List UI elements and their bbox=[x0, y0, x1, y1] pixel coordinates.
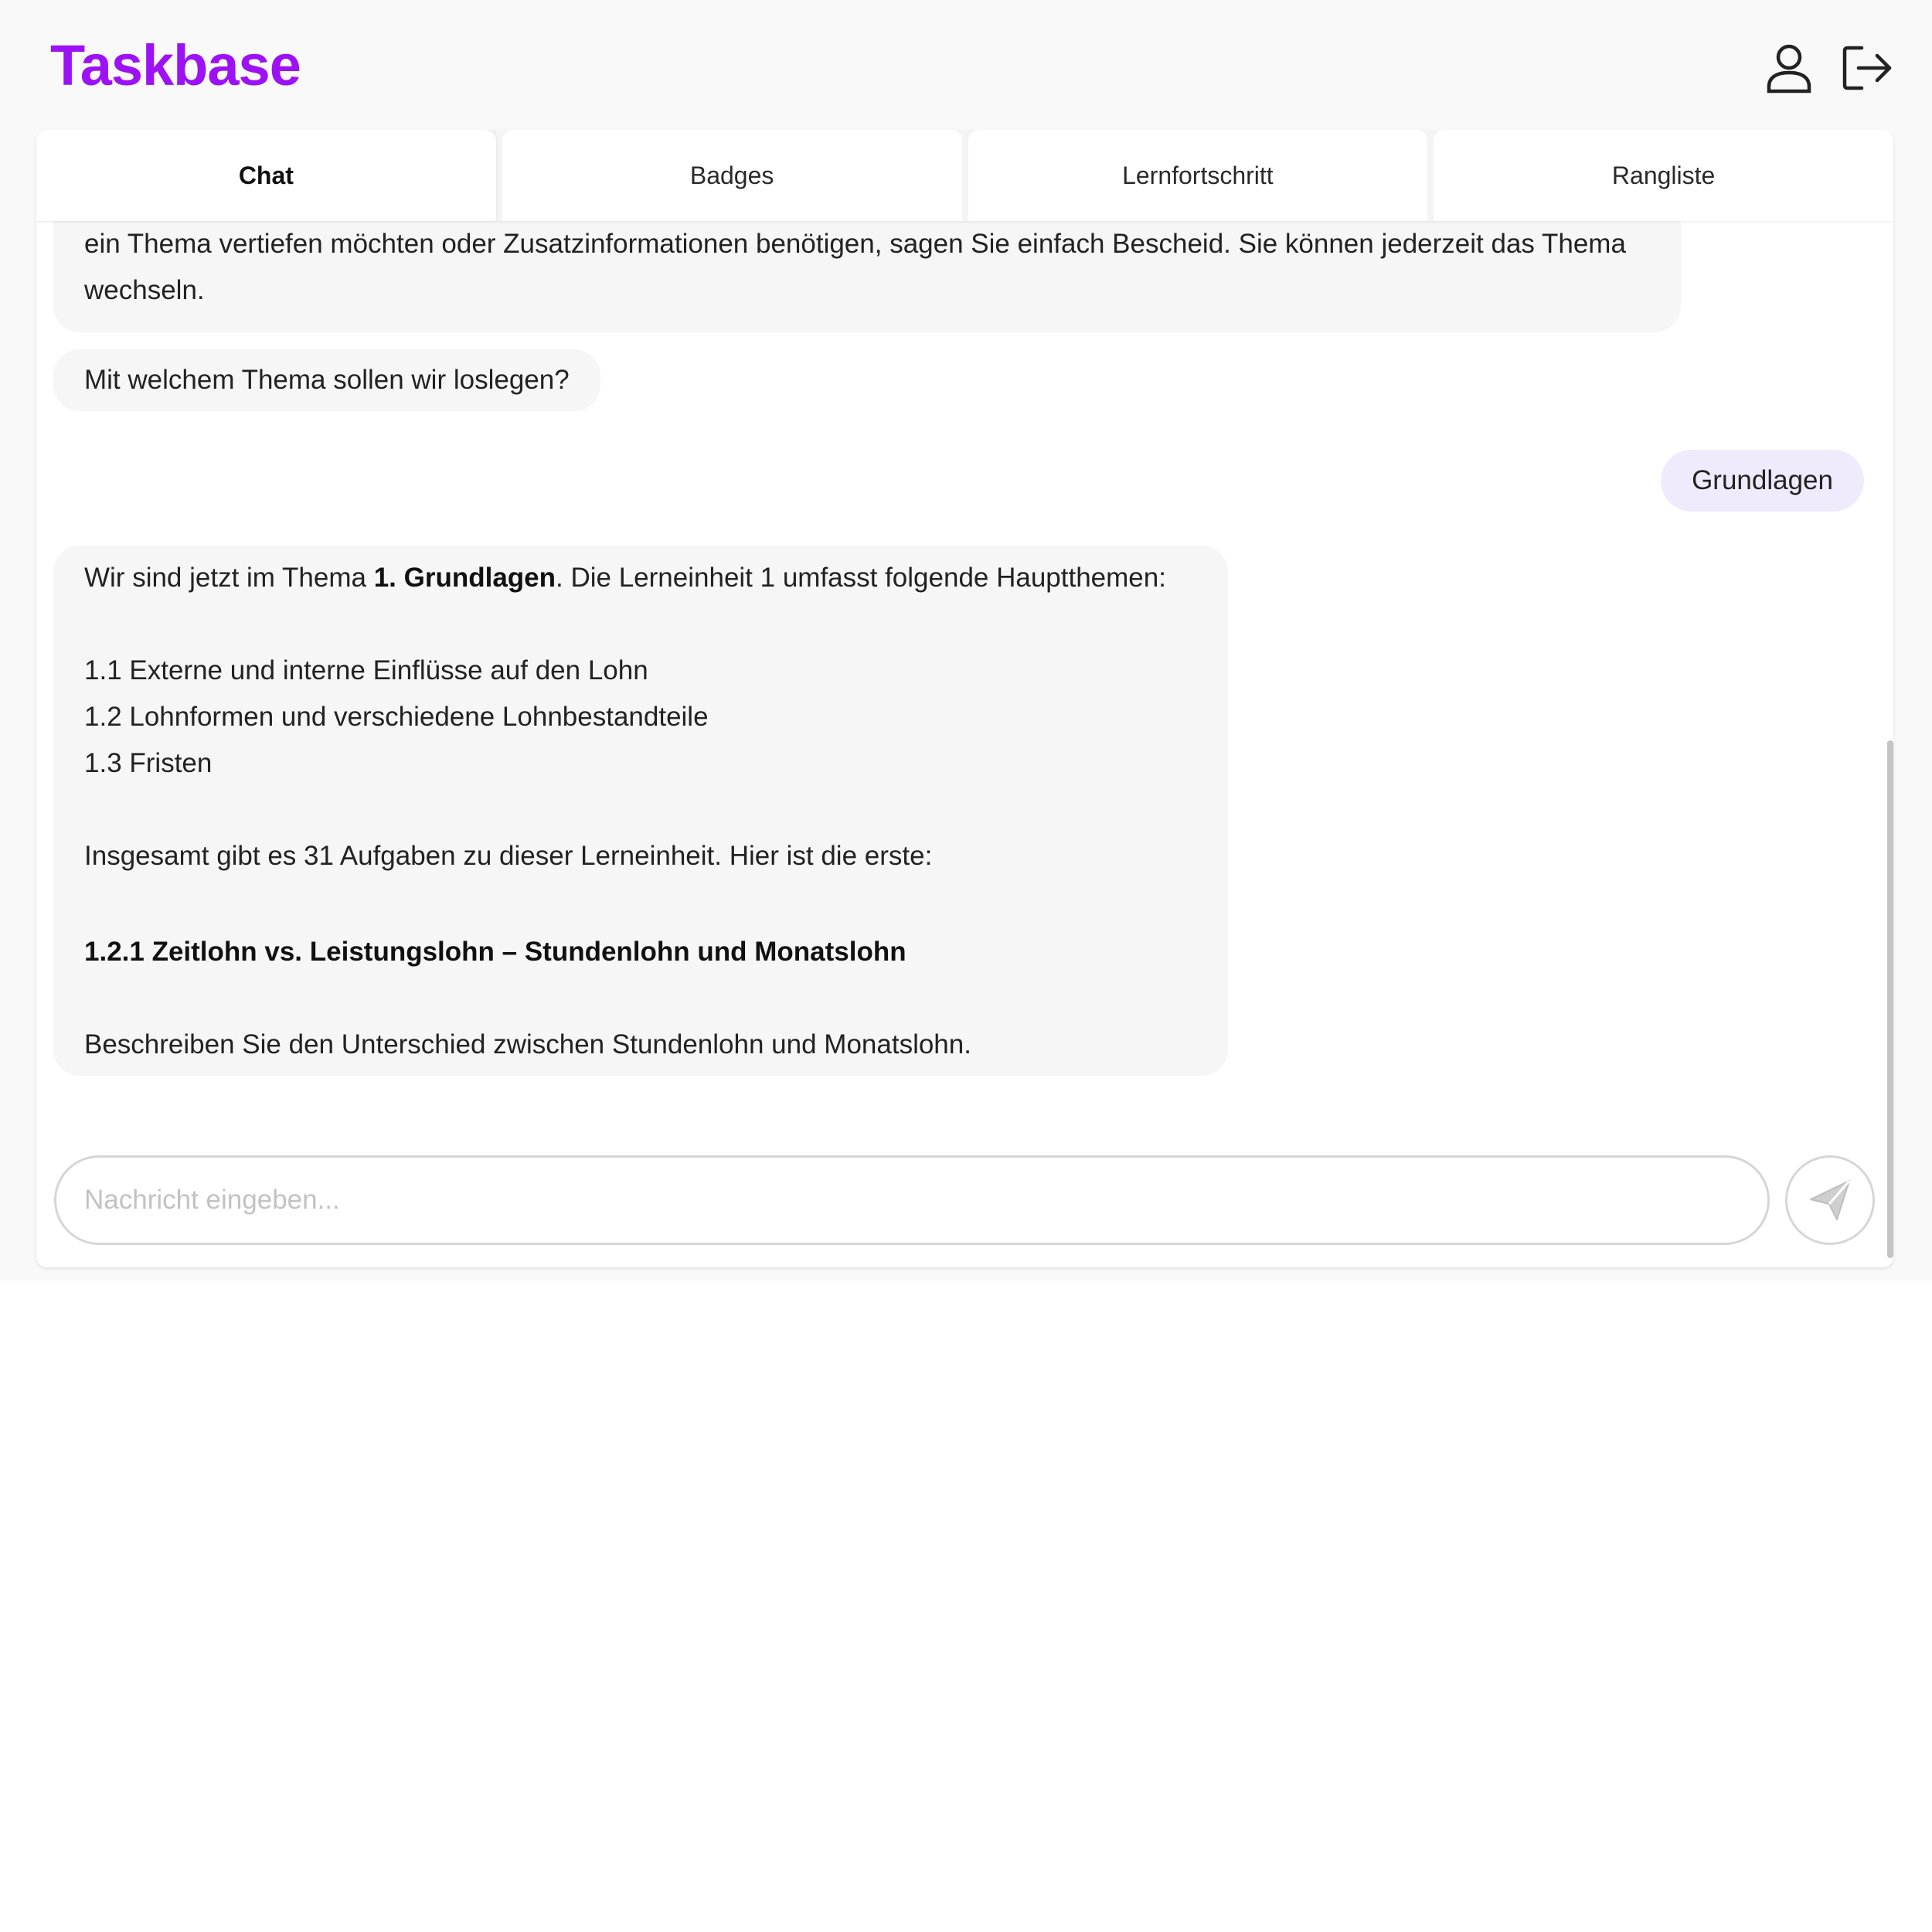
main-panel bbox=[36, 130, 1893, 1267]
bot-message bbox=[53, 349, 600, 411]
tab-chat[interactable]: Chat bbox=[36, 130, 496, 221]
task-title: 1.2.1 Zeitlohn vs. Leistungslohn – Stundenlohn und Monatslohn bbox=[84, 937, 906, 967]
topic-list-item: 1.1 Externe und interne Einflüsse auf den Lohn bbox=[84, 655, 648, 685]
tab-badges[interactable]: Badges bbox=[502, 130, 962, 221]
bot-message bbox=[53, 221, 1681, 332]
bot-message-text: ein Thema vertiefen möchten oder Zusatzinformationen benötigen, sagen Sie einfach Bescheid. Sie können jederzeit das Thema wechseln. bbox=[84, 229, 1626, 305]
user-message bbox=[1661, 450, 1864, 512]
app-logo[interactable]: Taskbase bbox=[50, 33, 301, 97]
send-button[interactable] bbox=[1785, 1155, 1875, 1245]
task-count-text: Insgesamt gibt es 31 Aufgaben zu dieser Lerneinheit. Hier ist die erste: bbox=[84, 841, 933, 871]
user-icon[interactable] bbox=[1761, 40, 1817, 96]
topic-list-item: 1.3 Fristen bbox=[84, 748, 213, 778]
task-text: Beschreiben Sie den Unterschied zwischen Stundenlohn und Monatslohn. bbox=[84, 1029, 971, 1060]
chat-scrollbar[interactable] bbox=[1887, 740, 1893, 1258]
topic-list-item: 1.2 Lohnformen und verschiedene Lohnbestandteile bbox=[84, 702, 709, 732]
tab-lernfortschritt[interactable]: Lernfortschritt bbox=[968, 130, 1428, 221]
intro-suffix: . Die Lerneinheit 1 umfasst folgende Hauptthemen: bbox=[556, 563, 1166, 593]
bot-message bbox=[53, 546, 1228, 1076]
bot-message-text: Mit welchem Thema sollen wir loslegen? bbox=[84, 365, 570, 395]
logout-icon[interactable] bbox=[1838, 40, 1894, 96]
composer bbox=[54, 1155, 1878, 1248]
intro-prefix: Wir sind jetzt im Thema bbox=[84, 563, 374, 593]
message-input[interactable] bbox=[54, 1155, 1770, 1245]
tab-bar bbox=[36, 130, 1893, 221]
tab-rangliste[interactable]: Rangliste bbox=[1434, 130, 1893, 221]
send-icon bbox=[1806, 1176, 1854, 1224]
intro-topic-name: 1. Grundlagen bbox=[373, 563, 556, 593]
chat-messages[interactable] bbox=[36, 221, 1893, 1218]
user-message-text: Grundlagen bbox=[1692, 465, 1833, 495]
topic-intro bbox=[84, 555, 1166, 601]
